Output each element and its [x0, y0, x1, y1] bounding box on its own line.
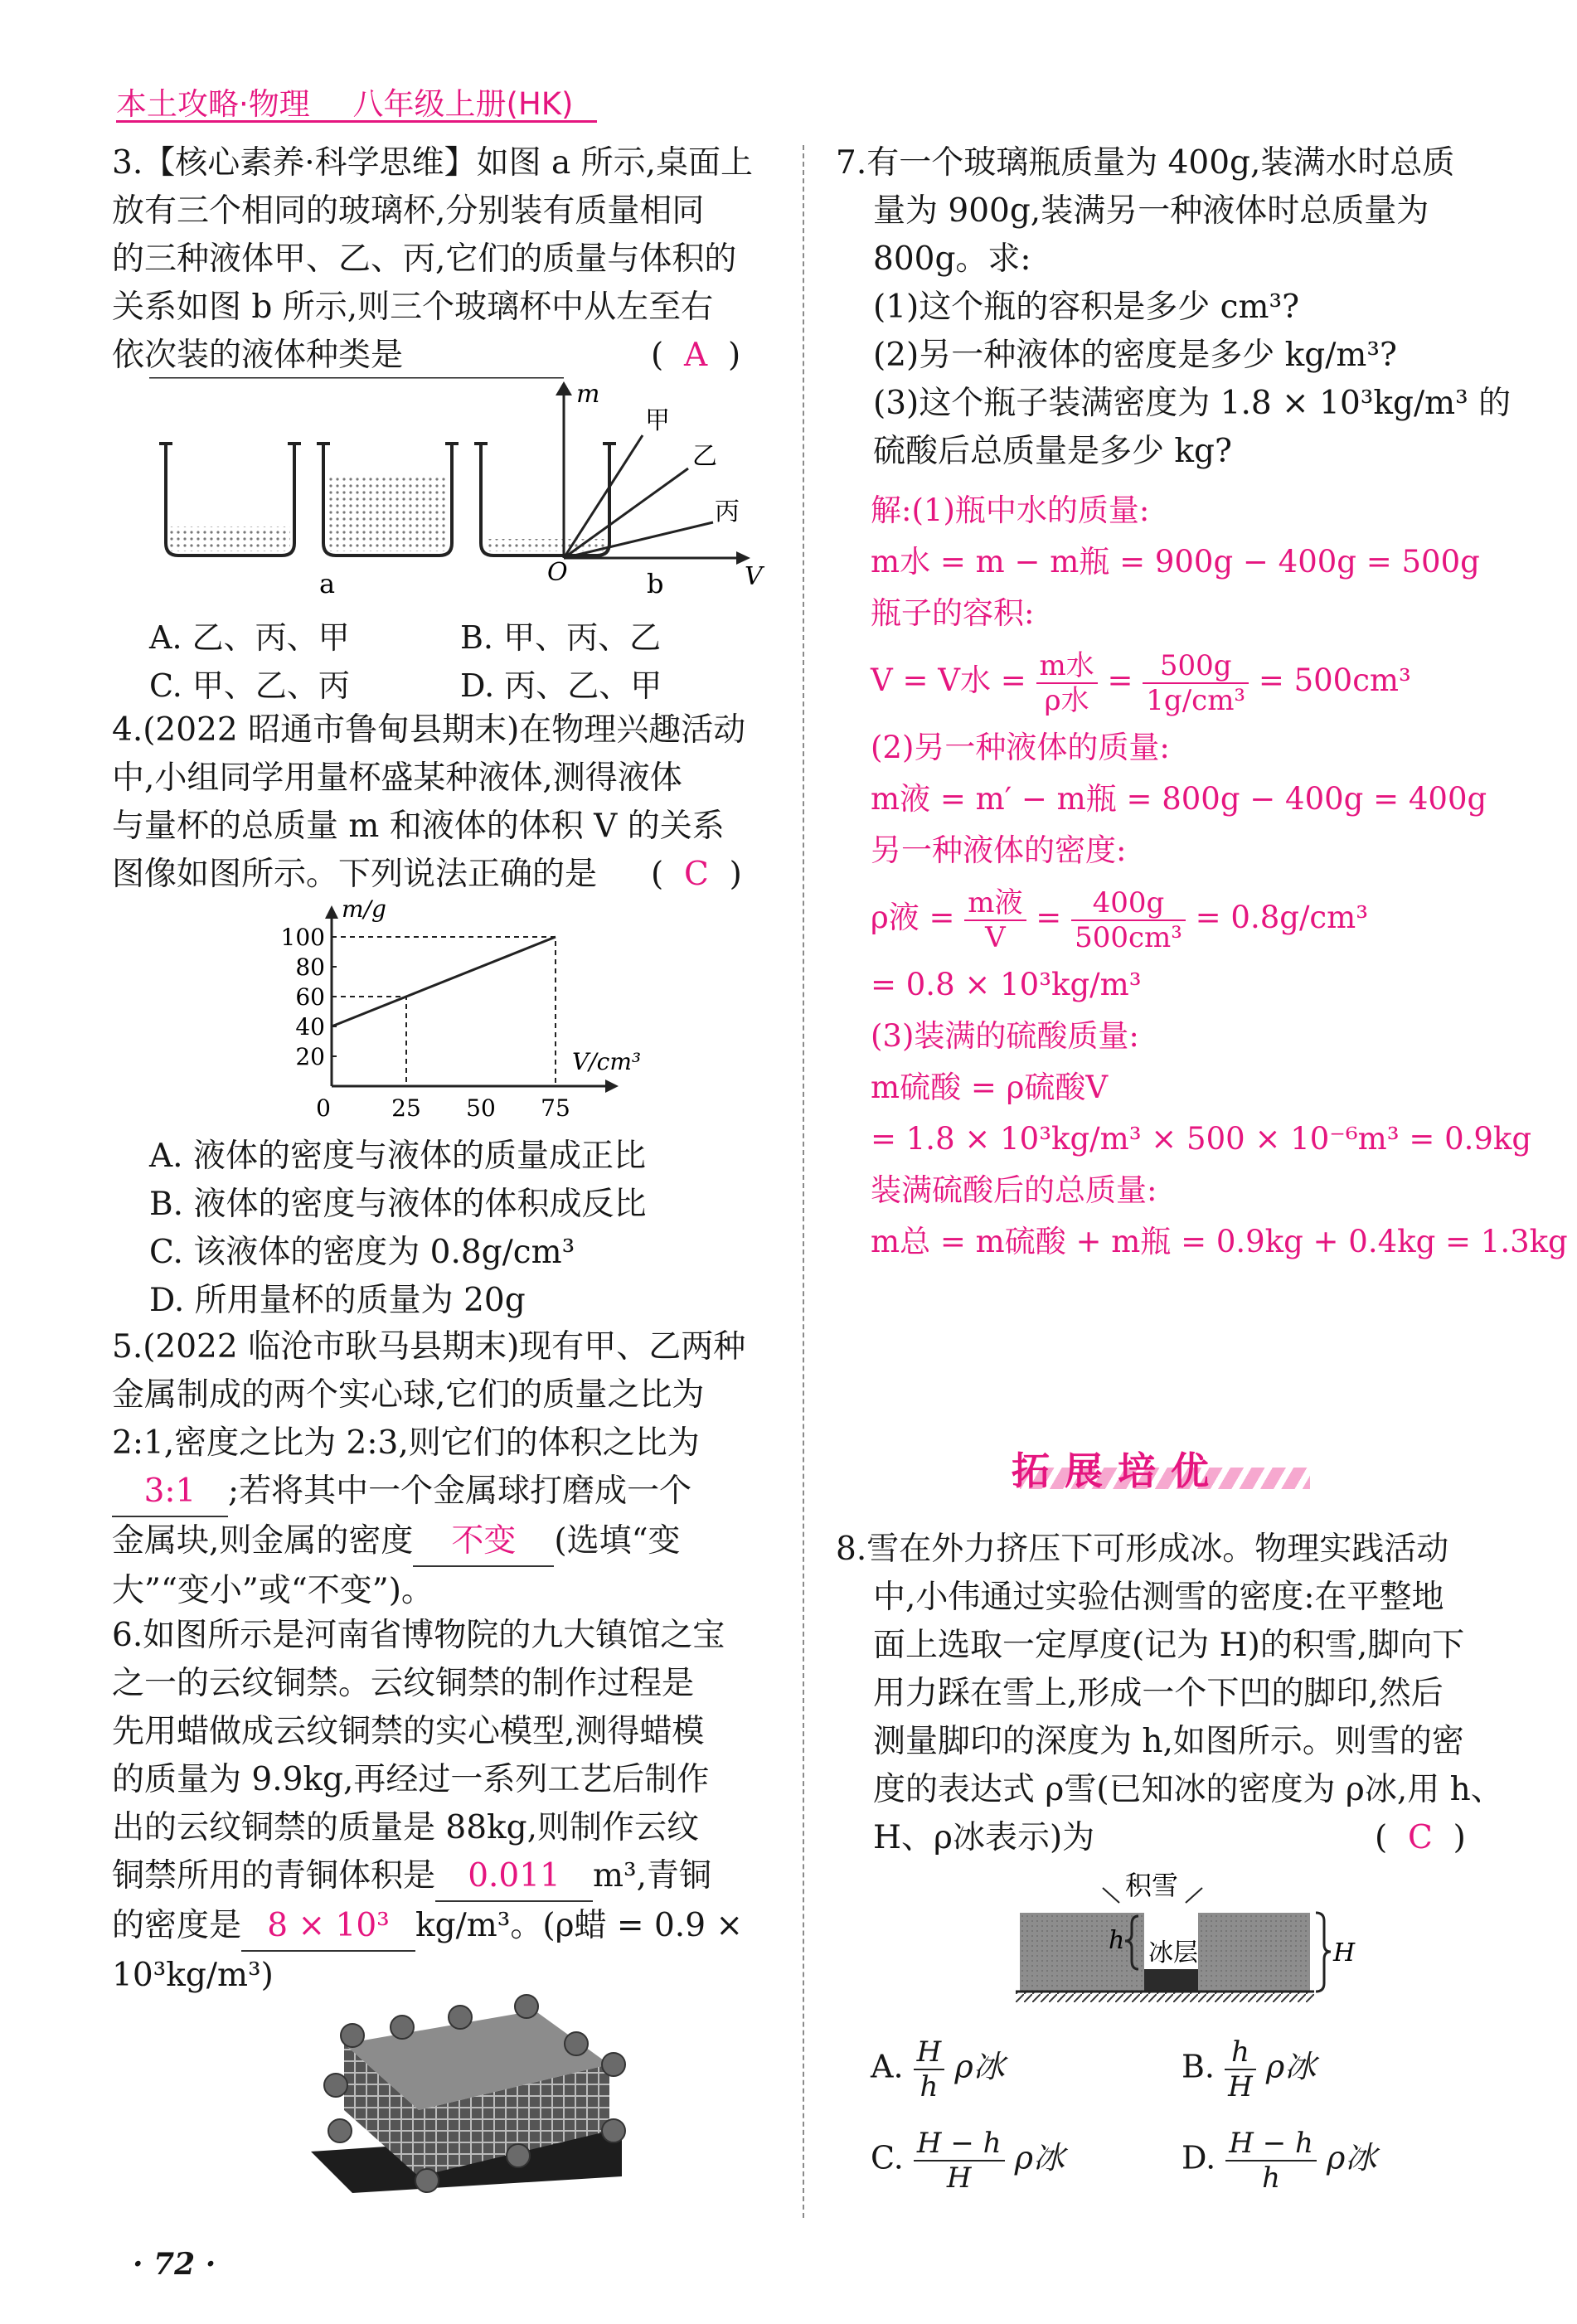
- q6-line: 10³kg/m³): [112, 1957, 274, 1994]
- guide-dash: [332, 997, 406, 1086]
- snow-footprint-figure: [1016, 1870, 1364, 2011]
- q3-answer-bracket: ( A ): [651, 337, 741, 374]
- label-ice: 冰层: [1148, 1938, 1198, 1967]
- q8-answer-bracket: ( C ): [1375, 1819, 1466, 1856]
- label-jia: 甲: [645, 406, 670, 435]
- sol-line: (2)另一种液体的质量:: [871, 730, 1170, 765]
- b-axis-v: V: [745, 562, 763, 591]
- fraction: $\frac{\text{m液}}{V}$: [964, 886, 1026, 954]
- q3-option-d: D. 丙、乙、甲: [460, 667, 662, 704]
- sol-line: 瓶子的容积:: [871, 595, 1035, 631]
- q4-line: 图像如图所示。下列说法正确的是 ( C ): [112, 851, 775, 899]
- y-axis-arrow: [325, 905, 338, 919]
- data-line: [332, 937, 556, 1026]
- label-bing: 丙: [715, 497, 740, 526]
- sol-line: m水 = m − m瓶 = 900g − 400g = 500g: [871, 544, 1480, 580]
- sol-line: m总 = m硫酸 + m瓶 = 0.9kg + 0.4kg = 1.3kg: [871, 1224, 1568, 1259]
- fraction: $\frac{\text{m水}}{\text{ρ水}}$: [1036, 649, 1098, 717]
- q3-line: 关系如图 b 所示,则三个玻璃杯中从左至右: [112, 289, 714, 326]
- q8-line: 用力踩在雪上,形成一个下凹的脚印,然后: [873, 1675, 1444, 1712]
- q3-line: 3.【核心素养·科学思维】如图 a 所示,桌面上: [112, 144, 754, 182]
- q4-option-d: D. 所用量杯的质量为 20g: [149, 1282, 526, 1319]
- q8-line: 测量脚印的深度为 h,如图所示。则雪的密: [873, 1723, 1464, 1760]
- label-yi: 乙: [692, 442, 717, 471]
- q7-line: (1)这个瓶的容积是多少 cm³?: [873, 289, 1300, 326]
- sol-line: = 0.8 × 10³kg/m³: [871, 967, 1142, 1002]
- q6-blank-2[interactable]: 8 × 10³: [241, 1902, 415, 1952]
- q6-line: 6.如图所示是河南省博物院的九大镇馆之宝: [112, 1617, 725, 1654]
- page-header: [116, 79, 574, 124]
- b-origin: O: [547, 558, 568, 587]
- q8-line: 度的表达式 ρ雪(已知冰的密度为 ρ冰,用 h、: [873, 1771, 1503, 1808]
- q4-answer: C: [684, 856, 709, 893]
- q4-line: 中,小组同学用量杯盛某种液体,测得液体: [112, 759, 682, 797]
- q3-line: 依次装的液体种类是 ( A ): [112, 332, 775, 380]
- question-7: [836, 139, 1511, 476]
- x-tick-label: 0: [316, 1094, 331, 1122]
- line-yi: [564, 468, 688, 558]
- y-tick-label: 80: [295, 953, 325, 981]
- q3-option-a: A. 乙、丙、甲: [149, 619, 350, 656]
- q5-blank-2[interactable]: 不变: [413, 1517, 554, 1567]
- sol-line: = 1.8 × 10³kg/m³ × 500 × 10⁻⁶m³ = 0.9kg: [871, 1121, 1532, 1157]
- y-tick-label: 100: [280, 924, 325, 951]
- q8-line: 8.雪在外力挤压下可形成冰。物理实践活动: [836, 1531, 1449, 1568]
- question-4: [112, 706, 775, 899]
- q4-option-b: B. 液体的密度与液体的体积成反比: [149, 1186, 647, 1223]
- q7-line: (3)这个瓶子装满密度为 1.8 × 10³kg/m³ 的: [873, 385, 1511, 422]
- sol-line: m液 = m′ − m瓶 = 800g − 400g = 400g: [871, 781, 1487, 817]
- q7-line: 量为 900g,装满另一种液体时总质量为: [873, 192, 1429, 230]
- fraction: $\frac{400g}{\text{500cm³}}$: [1071, 886, 1186, 954]
- fraction: $\frac{500g}{\text{1g/cm³}}$: [1143, 649, 1249, 717]
- q3-line: 放有三个相同的玻璃杯,分别装有质量相同: [112, 192, 705, 230]
- sol-line: m硫酸 = ρ硫酸V: [871, 1070, 1109, 1105]
- q8-line: H、ρ冰表示)为 ( C ): [836, 1814, 1520, 1862]
- q7-solution: [871, 485, 1568, 1268]
- bronze-altar-photo: [303, 1986, 626, 2201]
- sol-line: 另一种液体的密度:: [871, 832, 1127, 868]
- label-h: h: [1109, 1926, 1125, 1955]
- q4-options: [149, 1133, 646, 1325]
- q8-option-c: C. $\frac{H - h}{H}$ ρ冰: [871, 2127, 1065, 2195]
- q7-line: 7.有一个玻璃瓶质量为 400g,装满水时总质: [836, 144, 1455, 182]
- q6-blank-1[interactable]: 0.011: [435, 1852, 593, 1902]
- q8-option-b: B. $\frac{h}{H}$ ρ冰: [1182, 2035, 1317, 2103]
- sol-line: 解:(1)瓶中水的质量:: [871, 492, 1150, 528]
- q4-option-c: C. 该液体的密度为 0.8g/cm³: [149, 1234, 575, 1271]
- x-axis-arrow: [605, 1080, 619, 1093]
- sol-line: ρ液 = $\frac{\text{m液}}{V}$ = $\frac{400g}{\text{500cm³}}$ = 0.8g/cm³: [871, 885, 1369, 954]
- header-underline: [116, 120, 597, 123]
- q4-line: 与量杯的总质量 m 和液体的体积 V 的关系: [112, 808, 725, 845]
- q5-blank-1[interactable]: 3:1: [112, 1468, 228, 1517]
- y-tick-label: 20: [295, 1043, 325, 1070]
- q6-line: 先用蜡做成云纹铜禁的实心模型,测得蜡模: [112, 1713, 705, 1750]
- q6-line: 之一的云纹铜禁。云纹铜禁的制作过程是: [112, 1665, 695, 1702]
- q8-option-d: D. $\frac{H - h}{h}$ ρ冰: [1182, 2127, 1377, 2195]
- q3-answer: A: [684, 337, 708, 374]
- sol-line: 装满硫酸后的总质量:: [871, 1172, 1157, 1208]
- x-tick-label: 75: [541, 1094, 570, 1122]
- label-H: H: [1333, 1938, 1356, 1967]
- question-8: [836, 1526, 1520, 1862]
- q8-line: 中,小伟通过实验估测雪的密度:在平整地: [873, 1579, 1444, 1616]
- q3-option-c: C. 甲、乙、丙: [149, 667, 350, 704]
- q7-line: (2)另一种液体的密度是多少 kg/m³?: [873, 337, 1397, 374]
- question-5: [112, 1323, 745, 1615]
- q7-line: 硫酸后总质量是多少 kg?: [873, 433, 1232, 470]
- fig-a-label: a: [319, 568, 336, 599]
- q3-option-b: B. 甲、丙、乙: [460, 619, 662, 656]
- q8-option-a: A. $\frac{H}{h}$ ρ冰: [871, 2035, 1005, 2103]
- book-title: 本土攻略·物理: [116, 86, 310, 122]
- q5-line: 3:1 ;若将其中一个金属球打磨成一个: [112, 1468, 745, 1517]
- q6-line: 的密度是 8 × 10³ kg/m³。(ρ蜡 = 0.9 ×: [112, 1902, 743, 1952]
- q4-option-a: A. 液体的密度与液体的质量成正比: [149, 1138, 646, 1175]
- x-tick-label: 50: [466, 1094, 496, 1122]
- q4-line: 4.(2022 昭通市鲁甸县期末)在物理兴趣活动: [112, 711, 746, 749]
- q3-line: 的三种液体甲、乙、丙,它们的质量与体积的: [112, 240, 737, 278]
- sol-line: (3)装满的硫酸质量:: [871, 1018, 1139, 1054]
- page-number: · 72 ·: [133, 2247, 216, 2282]
- q8-line: 面上选取一定厚度(记为 H)的积雪,脚向下: [873, 1627, 1465, 1664]
- question-3: [112, 139, 775, 380]
- q4-chart: [265, 895, 696, 1128]
- y-tick-label: 60: [295, 983, 325, 1011]
- q5-line: 2:1,密度之比为 2:3,则它们的体积之比为: [112, 1424, 700, 1462]
- q7-line: 800g。求:: [873, 240, 1031, 278]
- q5-line: 5.(2022 临沧市耿马县期末)现有甲、乙两种: [112, 1328, 746, 1366]
- q6-line: 的质量为 9.9kg,再经过一系列工艺后制作: [112, 1761, 710, 1798]
- guide-dash: [332, 937, 556, 1086]
- x-tick-label: 25: [391, 1094, 421, 1122]
- chart-xlabel: V/cm³: [572, 1048, 642, 1075]
- y-tick-label: 40: [295, 1013, 325, 1041]
- q4-answer-bracket: ( C ): [651, 856, 742, 893]
- b-axis-m: m: [576, 380, 600, 409]
- fig-b-label: b: [647, 568, 664, 599]
- book-grade: 八年级上册(HK): [352, 86, 574, 122]
- q5-line: 大”“变小”或“不变”)。: [112, 1572, 434, 1609]
- q6-line: 铜禁所用的青铜体积是 0.011 m³,青铜: [112, 1852, 743, 1902]
- chart-ylabel: m/g: [342, 895, 386, 923]
- q5-line: 金属制成的两个实心球,它们的质量之比为: [112, 1376, 705, 1414]
- q5-line: 金属块,则金属的密度 不变 (选填“变: [112, 1517, 745, 1567]
- q8-answer: C: [1408, 1819, 1433, 1856]
- sol-line: V = V水 = $\frac{\text{m水}}{\text{ρ水}}$ = $\frac{500g}{\text{1g/cm³}}$ = 500cm³: [871, 648, 1411, 717]
- label-snow: 积雪: [1125, 1870, 1179, 1901]
- question-6: [112, 1612, 743, 2000]
- ice-layer: [1144, 1969, 1198, 1992]
- q6-line: 出的云纹铜禁的质量是 88kg,则制作云纹: [112, 1809, 700, 1846]
- q3-figures: [149, 377, 813, 618]
- section-title: 拓展培优: [1012, 1448, 1224, 1493]
